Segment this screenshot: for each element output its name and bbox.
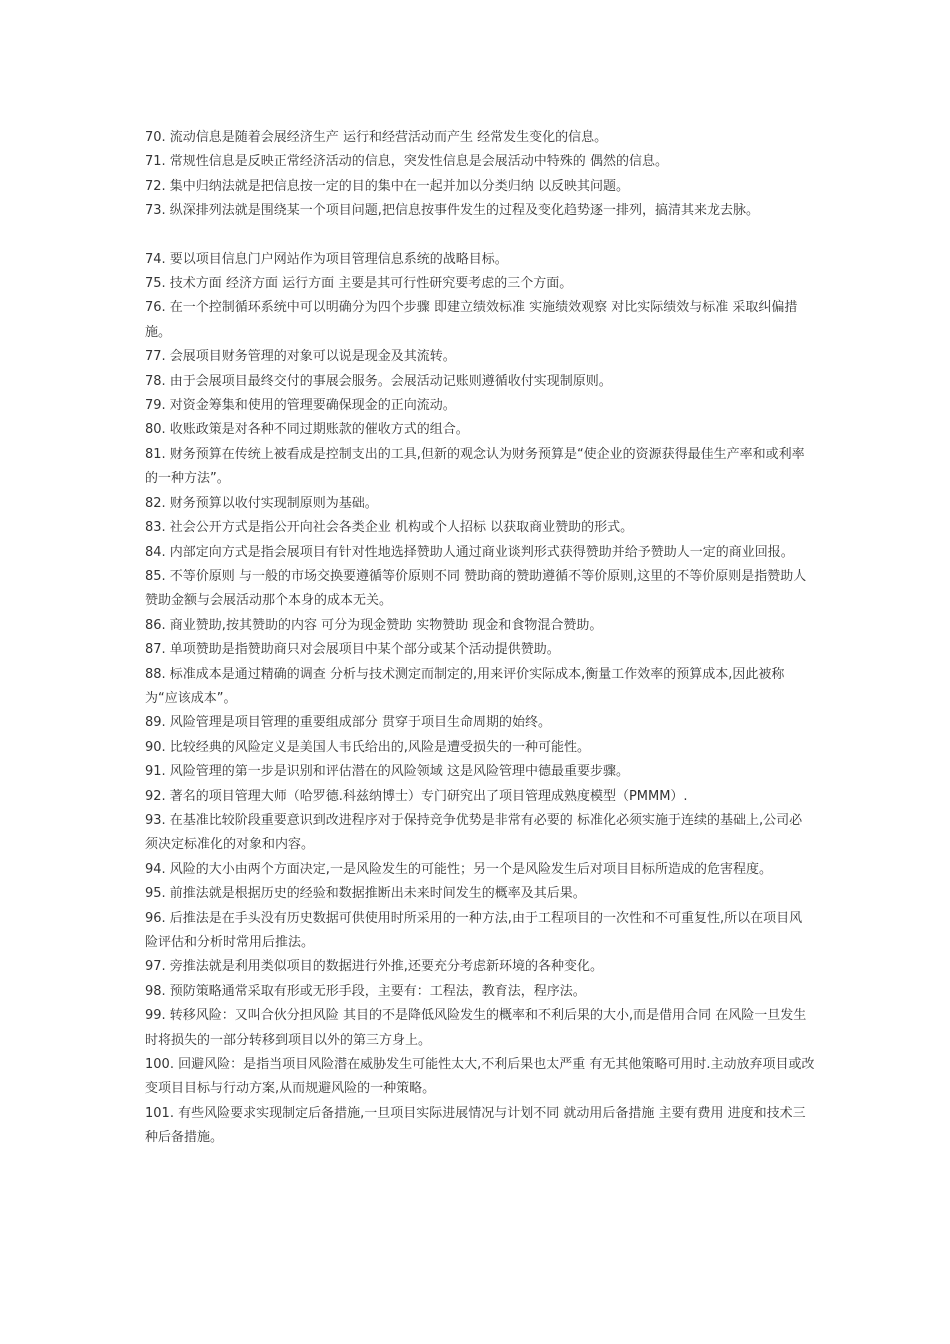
list-item: 90. 比较经典的风险定义是美国人韦氏给出的,风险是遭受损失的一种可能性。 bbox=[145, 739, 590, 755]
list-item: 81. 财务预算在传统上被看成是控制支出的工具,但新的观念认为财务预算是“使企业的资源获得最佳生产率和或利率的一种方法”。 bbox=[145, 446, 805, 487]
list-item: 91. 风险管理的第一步是识别和评估潜在的风险领域 这是风险管理中德最重要步骤。 bbox=[145, 764, 629, 780]
list-item: 70. 流动信息是随着会展经济生产 运行和经营活动而产生 经常发生变化的信息。 bbox=[145, 130, 608, 145]
list-item: 80. 收账政策是对各种不同过期账款的催收方式的组合。 bbox=[145, 422, 469, 438]
list-item: 79. 对资金筹集和使用的管理要确保现金的正向流动。 bbox=[145, 398, 456, 414]
list-item: 93. 在基准比较阶段重要意识到改进程序对于保持竞争优势是非常有必要的 标准化必须实施于连续的基础上,公司必须决定标准化的对象和内容。 bbox=[145, 812, 803, 853]
list-item: 77. 会展项目财务管理的对象可以说是现金及其流转。 bbox=[145, 349, 456, 365]
list-item: 75. 技术方面 经济方面 运行方面 主要是其可行性研究要考虑的三个方面。 bbox=[145, 276, 573, 292]
list-item: 74. 要以项目信息门户网站作为项目管理信息系统的战略目标。 bbox=[145, 251, 508, 267]
list-item: 85. 不等价原则 与一般的市场交换要遵循等价原则不同 赞助商的赞助遵循不等价原则,这里的不等价原则是指赞助人赞助金额与会展活动那个本身的成本无关。 bbox=[145, 568, 807, 609]
list-item: 82. 财务预算以收付实现制原则为基础。 bbox=[145, 495, 378, 511]
list-item: 72. 集中归纳法就是把信息按一定的目的集中在一起并加以分类归纳 以反映其问题。 bbox=[145, 178, 629, 194]
list-item: 101. 有些风险要求实现制定后备措施,一旦项目实际进展情况与计划不同 就动用后备措施 主要有费用 进度和技术三种后备措施。 bbox=[145, 1105, 806, 1146]
list-item: 83. 社会公开方式是指公开向社会各类企业 机构或个人招标 以获取商业赞助的形式。 bbox=[145, 520, 634, 536]
list-item: 99. 转移风险：又叫合伙分担风险 其目的不是降低风险发生的概率和不利后果的大小,而是借用合同 在风险一旦发生时将损失的一部分转移到项目以外的第三方身上。 bbox=[145, 1008, 807, 1048]
list-item: 94. 风险的大小由两个方面决定,一是风险发生的可能性；另一个是风险发生后对项目目标所造成的危害程度。 bbox=[145, 861, 772, 877]
list-item: 95. 前推法就是根据历史的经验和数据推断出未来时间发生的概率及其后果。 bbox=[145, 886, 586, 902]
list-item: 97. 旁推法就是利用类似项目的数据进行外推,还要充分考虑新环境的各种变化。 bbox=[145, 959, 603, 975]
list-item: 89. 风险管理是项目管理的重要组成部分 贯穿于项目生命周期的始终。 bbox=[145, 715, 551, 731]
list-item: 71. 常规性信息是反映正常经济活动的信息，突发性信息是会展活动中特殊的 偶然的信息。 bbox=[145, 154, 668, 170]
list-item: 78. 由于会展项目最终交付的事展会服务。会展活动记账则遵循收付实现制原则。 bbox=[145, 373, 612, 389]
list-item: 84. 内部定向方式是指会展项目有针对性地选择赞助人通过商业谈判形式获得赞助并给予赞助人一定的商业回报。 bbox=[145, 544, 794, 560]
list-item: 88. 标准成本是通过精确的调查 分析与技术测定而制定的,用来评价实际成本,衡量工作效率的预算成本,因此被称为“应该成本”。 bbox=[145, 666, 785, 706]
list-item: 98. 预防策略通常采取有形或无形手段，主要有：工程法，教育法，程序法。 bbox=[145, 983, 586, 999]
list-item: 87. 单项赞助是指赞助商只对会展项目中某个部分或某个活动提供赞助。 bbox=[145, 642, 560, 658]
list-item: 76. 在一个控制循环系统中可以明确分为四个步骤 即建立绩效标准 实施绩效观察 对比实际绩效与标准 采取纠偏措施。 bbox=[145, 300, 798, 340]
list-item: 86. 商业赞助,按其赞助的内容 可分为现金赞助 实物赞助 现金和食物混合赞助。 bbox=[145, 617, 603, 633]
list-item: 96. 后推法是在手头没有历史数据可供使用时所采用的一种方法,由于工程项目的一次性和不可重复性,所以在项目风险评估和分析时常用后推法。 bbox=[145, 910, 803, 950]
list-item: 92. 著名的项目管理大师（哈罗德.科兹纳博士）专门研究出了项目管理成熟度模型（PMMM）. bbox=[145, 788, 688, 804]
paragraph-gap bbox=[145, 224, 815, 248]
list-item: 73. 纵深排列法就是围绕某一个项目问题,把信息按事件发生的过程及变化趋势逐一排列，搞清其来龙去脉。 bbox=[145, 203, 759, 219]
document-body bbox=[145, 126, 815, 1151]
list-item: 100. 回避风险：是指当项目风险潜在威胁发生可能性太大,不利后果也太严重 有无其他策略可用时.主动放弃项目或改变项目目标与行动方案,从而规避风险的一种策略。 bbox=[145, 1057, 815, 1097]
